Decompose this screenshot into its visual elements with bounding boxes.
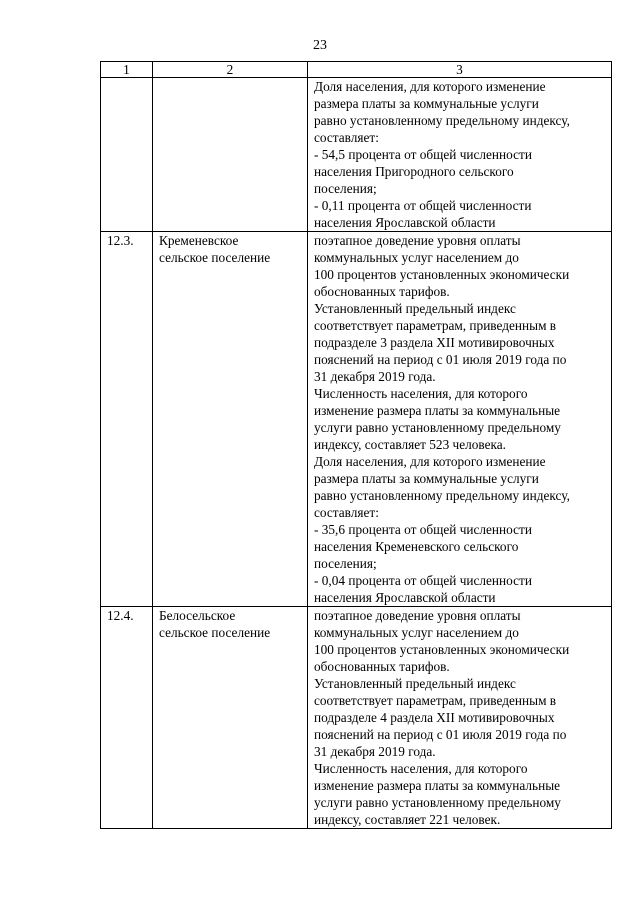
description-line: равно установленному предельному индексу, — [314, 488, 570, 503]
description-line: услуги равно установленному предельному — [314, 795, 561, 810]
settlement-name-cell — [153, 78, 308, 232]
table-row — [101, 78, 612, 232]
description-line: соответствует параметрам, приведенным в — [314, 318, 557, 333]
description-line: населения Пригородного сельского — [314, 164, 514, 179]
column-header-1: 1 — [101, 62, 153, 78]
description-line: пояснений на период с 01 июля 2019 года по — [314, 352, 567, 367]
description-line: 31 декабря 2019 года. — [314, 369, 436, 384]
description-line: подразделе 3 раздела XII мотивировочных — [314, 335, 555, 350]
table-row — [101, 607, 612, 829]
settlement-name-line: сельское поселение — [159, 625, 271, 640]
settlement-name-line: Кременевское — [159, 233, 239, 248]
description-line: Численность населения, для которого — [314, 761, 528, 776]
description-line: индексу, составляет 523 человека. — [314, 437, 506, 452]
description-line: индексу, составляет 221 человек. — [314, 812, 501, 827]
description-cell — [308, 232, 612, 607]
column-header-3: 3 — [308, 62, 612, 78]
description-line: составляет: — [314, 130, 379, 145]
description-line: обоснованных тарифов. — [314, 284, 450, 299]
description-line: населения Кременевского сельского — [314, 539, 519, 554]
description-line: размера платы за коммунальные услуги — [314, 471, 539, 486]
description-line: равно установленному предельному индексу, — [314, 113, 570, 128]
description-line: 100 процентов установленных экономически — [314, 642, 570, 657]
row-number-cell — [101, 78, 153, 232]
description-line: поселения; — [314, 556, 377, 571]
table-row — [101, 232, 612, 607]
description-line: Доля населения, для которого изменение — [314, 454, 546, 469]
description-line: - 0,04 процента от общей численности — [314, 573, 532, 588]
description-line: изменение размера платы за коммунальные — [314, 403, 561, 418]
settlement-name-line: сельское поселение — [159, 250, 271, 265]
description-line: Установленный предельный индекс — [314, 301, 516, 316]
description-line: обоснованных тарифов. — [314, 659, 450, 674]
settlement-name-line: Белосельское — [159, 608, 236, 623]
table-header-row — [101, 62, 612, 78]
description-line: населения Ярославской области — [314, 215, 496, 230]
row-number-cell: 12.4. — [101, 607, 153, 829]
description-line: подразделе 4 раздела XII мотивировочных — [314, 710, 555, 725]
description-line: поэтапное доведение уровня оплаты — [314, 608, 521, 623]
description-line: - 54,5 процента от общей численности — [314, 147, 532, 162]
settlement-name-cell — [153, 232, 308, 607]
description-line: коммунальных услуг населением до — [314, 625, 519, 640]
tariff-table — [100, 61, 612, 829]
settlement-name-cell — [153, 607, 308, 829]
row-number-cell: 12.3. — [101, 232, 153, 607]
description-line: коммунальных услуг населением до — [314, 250, 519, 265]
description-line: поселения; — [314, 181, 377, 196]
page-number: 23 — [313, 38, 327, 53]
column-header-2: 2 — [153, 62, 308, 78]
description-line: соответствует параметрам, приведенным в — [314, 693, 557, 708]
description-line: поэтапное доведение уровня оплаты — [314, 233, 521, 248]
description-line: - 0,11 процента от общей численности — [314, 198, 532, 213]
table-body — [101, 78, 612, 829]
description-line: составляет: — [314, 505, 379, 520]
description-line: - 35,6 процента от общей численности — [314, 522, 532, 537]
description-line: услуги равно установленному предельному — [314, 420, 561, 435]
description-line: 31 декабря 2019 года. — [314, 744, 436, 759]
description-line: изменение размера платы за коммунальные — [314, 778, 561, 793]
description-cell — [308, 78, 612, 232]
description-line: Доля населения, для которого изменение — [314, 79, 546, 94]
description-line: Численность населения, для которого — [314, 386, 528, 401]
description-line: населения Ярославской области — [314, 590, 496, 605]
description-line: пояснений на период с 01 июля 2019 года по — [314, 727, 567, 742]
description-line: Установленный предельный индекс — [314, 676, 516, 691]
description-line: размера платы за коммунальные услуги — [314, 96, 539, 111]
description-line: 100 процентов установленных экономически — [314, 267, 570, 282]
description-cell — [308, 607, 612, 829]
